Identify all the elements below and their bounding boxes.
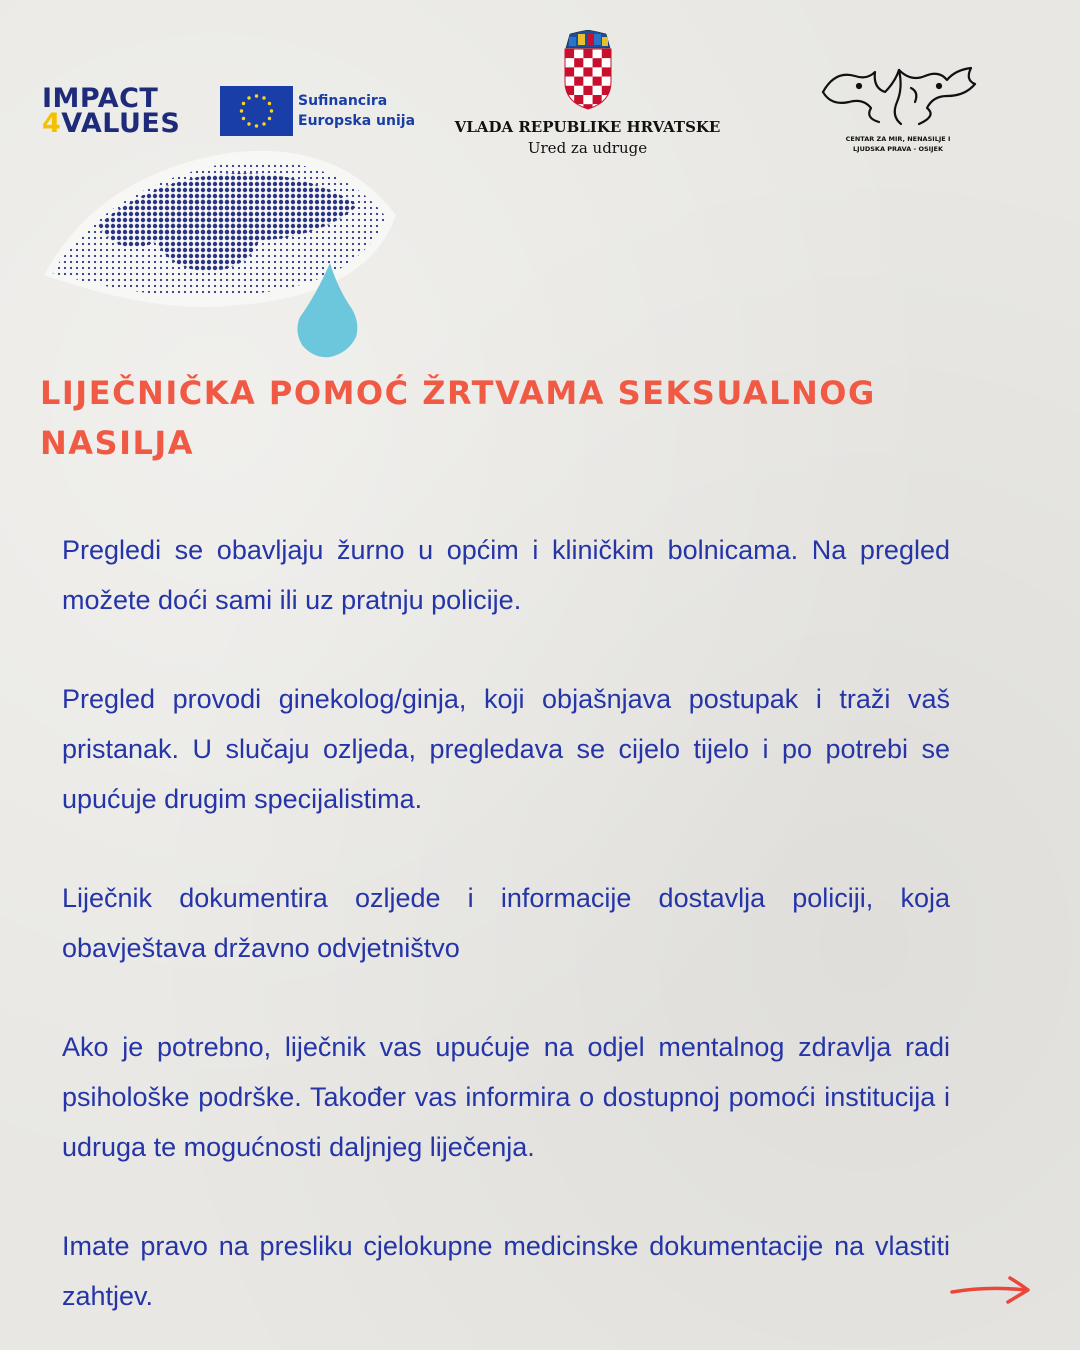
doves-icon	[815, 62, 981, 132]
impact4values-logo	[42, 83, 202, 139]
checker-square	[592, 86, 601, 95]
eu-text-line1: Sufinancira	[298, 93, 388, 109]
checker-square	[592, 58, 601, 67]
checker-square	[601, 58, 610, 67]
eu-star-icon	[262, 96, 265, 99]
checker-square	[601, 95, 610, 104]
info-content	[62, 525, 950, 1350]
eu-star-icon	[255, 124, 258, 127]
eu-star-icon	[270, 109, 273, 112]
checker-square	[574, 67, 583, 76]
checker-square	[574, 77, 583, 86]
eu-star-icon	[247, 122, 250, 125]
checker-square	[565, 95, 574, 104]
checker-square	[565, 77, 574, 86]
checker-square	[565, 49, 574, 58]
checker-square	[574, 58, 583, 67]
arrow-right-icon[interactable]	[948, 1270, 1034, 1306]
centre-logo-line2: LJUDSKA PRAVA - OSIJEK	[853, 145, 943, 153]
eu-star-icon	[242, 102, 245, 105]
paragraph-examination-location: Pregledi se obavljaju žurno u općim i kliničkim bolnicama. Na pregled možete doći sami ili uz pratnju policije.	[62, 535, 950, 615]
checker-square	[565, 58, 574, 67]
croatian-coat-of-arms-icon	[560, 30, 616, 110]
checker-square	[583, 77, 592, 86]
checker-square	[583, 58, 592, 67]
eu-flag-icon	[220, 86, 293, 136]
impact-logo-line2	[42, 108, 202, 139]
checker-square	[592, 67, 601, 76]
eu-star-icon	[240, 109, 243, 112]
checker-square	[592, 77, 601, 86]
centre-logo-line1: CENTAR ZA MIR, NENASILJE I	[845, 135, 951, 143]
paragraph-medical-records: Imate pravo na presliku cjelokupne medicinske dokumentacije na vlastiti zahtjev.	[62, 1231, 950, 1311]
checker-square	[583, 95, 592, 104]
centre-for-peace-logo	[812, 62, 984, 154]
paragraph-examination-procedure: Pregled provodi ginekolog/ginja, koji objašnjava postupak i traži vaš pristanak. U slučaju ozljeda, pregledava se cijelo tijelo i po potrebi se upućuje drugim specijalistima.	[62, 684, 950, 814]
eu-cofunded-logo	[220, 86, 430, 136]
eu-star-icon	[247, 96, 250, 99]
checker-square	[583, 67, 592, 76]
eu-text-line2: Europska unija	[298, 113, 416, 129]
eu-text	[298, 91, 415, 131]
eu-star-icon	[268, 102, 271, 105]
eye-illustration-icon	[38, 145, 408, 365]
eu-star-icon	[242, 117, 245, 120]
checker-square	[601, 77, 610, 86]
impact-logo-number: 4	[42, 108, 62, 139]
government-subtitle: Ured za udruge	[527, 139, 648, 157]
checker-square	[583, 49, 592, 58]
government-title: VLADA REPUBLIKE HRVATSKE	[454, 118, 721, 136]
checker-square	[574, 49, 583, 58]
impact-logo-line1: IMPACT	[42, 83, 159, 114]
checker-square	[574, 86, 583, 95]
paragraph-documentation: Liječnik dokumentira ozljede i informacije dostavlja policiji, koja obavještava državno odvjetništvo	[62, 883, 950, 963]
checker-square	[583, 86, 592, 95]
eu-star-icon	[262, 122, 265, 125]
page-title: LIJEČNIČKA POMOĆ ŽRTVAMA SEKSUALNOG NASILJA	[40, 374, 876, 462]
checker-square	[601, 67, 610, 76]
impact-logo-values: VALUES	[61, 108, 181, 139]
checker-square	[601, 49, 610, 58]
checker-square	[565, 67, 574, 76]
eu-star-icon	[255, 94, 258, 97]
croatian-government-logo	[450, 30, 725, 157]
paragraph-mental-health: Ako je potrebno, liječnik vas upućuje na odjel mentalnog zdravlja radi psihološke podrške. Također vas informira o dostupnoj pomoći institucija i udruga te mogućnosti daljnjeg liječenja.	[62, 1032, 950, 1162]
eu-star-icon	[268, 117, 271, 120]
checker-square	[601, 104, 610, 110]
centre-logo-text	[812, 134, 984, 154]
checker-square	[565, 104, 574, 110]
checker-square	[592, 49, 601, 58]
